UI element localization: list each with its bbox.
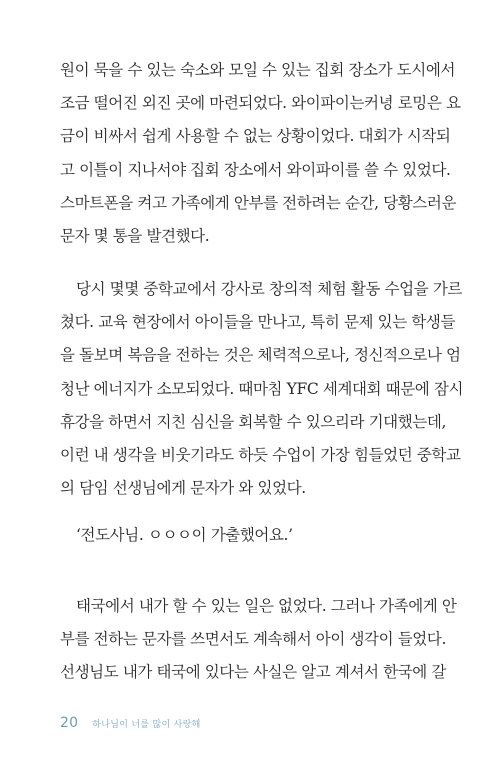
text-line: 스마트폰을 켜고 가족에게 안부를 전하려는 순간, 당황스러운 — [60, 193, 457, 212]
text-line: 고 이틀이 지나서야 집회 장소에서 와이파이를 쓸 수 있었다. — [60, 160, 451, 179]
text-line: 문자 몇 통을 발견했다. — [60, 227, 210, 246]
text-line: 부를 전하는 문자를 쓰면서도 계속해서 아이 생각이 들었다. — [60, 630, 446, 649]
text-line: 청난 에너지가 소모되었다. 때마침 YFC 세계대회 때문에 잠시 — [60, 379, 464, 398]
text-line: 원이 묵을 수 있는 숙소와 모일 수 있는 집회 장소가 도시에서 — [60, 61, 456, 79]
text-line: 쳤다. 교육 현장에서 아이들을 만나고, 특히 문제 있는 학생들 — [60, 313, 456, 332]
text-line: 조금 떨어진 외진 곳에 마련되었다. 와이파이는커녕 로밍은 요 — [60, 94, 461, 113]
paragraph-1 — [60, 54, 461, 253]
text-line: 선생님도 내가 태국에 있다는 사실은 알고 계셔서 한국에 갈 — [60, 663, 446, 682]
text-line: 태국에서 내가 할 수 있는 일은 없었다. 그러나 가족에게 안 — [76, 597, 457, 615]
running-title: 하나님이 너를 많이 사랑해 — [92, 720, 201, 730]
page-footer — [60, 715, 201, 731]
paragraph-quote — [60, 519, 432, 552]
text-line: 이런 내 생각을 비웃기라도 하듯 수업이 가장 힘들었던 중학교 — [60, 446, 461, 465]
paragraph-4 — [60, 590, 457, 690]
paragraph-2 — [60, 273, 464, 505]
text-line: 을 돌보며 복음을 전하는 것은 체력적으로나, 정신적으로나 엄 — [60, 346, 461, 365]
text-line: 금이 비싸서 쉽게 사용할 수 없는 상황이었다. 대회가 시작되 — [60, 127, 451, 146]
text-line: 의 담임 선생님에게 문자가 와 있었다. — [60, 479, 306, 498]
text-line: 휴강을 하면서 지친 심신을 회복할 수 있으리라 기대했는데, — [60, 412, 446, 431]
text-line: 당시 몇몇 중학교에서 강사로 창의적 체험 활동 수업을 가르 — [76, 280, 462, 298]
quoted-message: ‘전도사님. ㅇㅇㅇ이 가출했어요.’ — [76, 526, 293, 544]
page-number: 20 — [60, 715, 79, 731]
